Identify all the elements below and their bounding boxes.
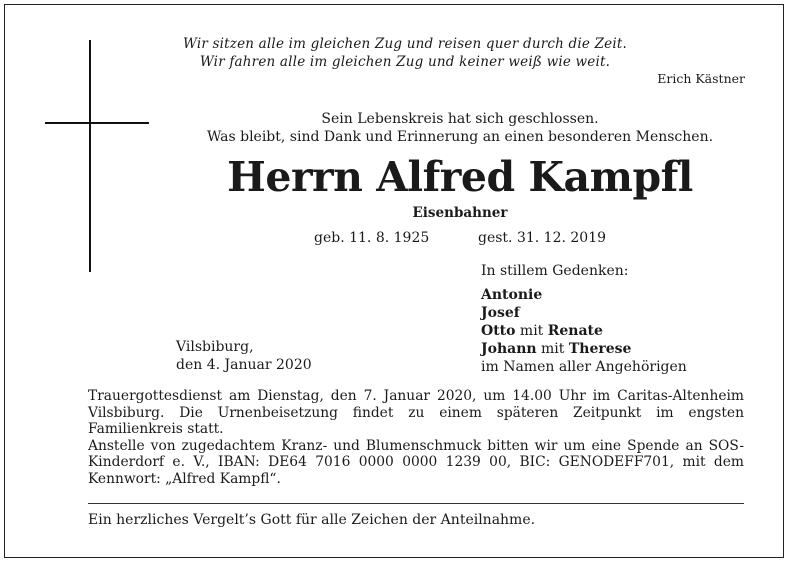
place-date bbox=[176, 338, 312, 374]
mourner-name: Josef bbox=[481, 305, 520, 321]
quote bbox=[150, 36, 660, 71]
birth-date: geb. 11. 8. 1925 bbox=[314, 230, 430, 246]
date: den 4. Januar 2020 bbox=[176, 357, 312, 373]
mourner-name: Otto bbox=[481, 323, 516, 339]
divider bbox=[88, 503, 744, 504]
mourner-name: Johann bbox=[481, 341, 537, 357]
mourner-row bbox=[481, 322, 687, 340]
service-paragraph-1: Trauergottesdienst am Dienstag, den 7. Januar 2020, um 14.00 Uhr im Caritas-Altenheim Vilsbiburg. Die Urnenbeisetzung findet zu einem späteren Zeitpunkt im engsten Familienkreis statt. bbox=[88, 388, 744, 437]
deceased-profession: Eisenbahner bbox=[412, 205, 508, 221]
mourner-connector: mit bbox=[541, 341, 565, 357]
intro-line-1: Sein Lebenskreis hat sich geschlossen. bbox=[321, 111, 599, 127]
thanks-text: Ein herzliches Vergelt’s Gott für alle Zeichen der Anteilnahme. bbox=[88, 512, 536, 528]
mourner-connector: mit bbox=[519, 323, 544, 339]
service-info bbox=[88, 388, 744, 487]
mourner-partner: Renate bbox=[547, 323, 603, 339]
service-paragraph-2: Anstelle von zugedachtem Kranz- und Blumenschmuck bitten wir um eine Spende an SOS-Kinderdorf e. V., IBAN: DE64 7016 0000 0000 1239 00, BIC: GENODEFF701, mit dem Kennwort: „Alfred Kampfl“. bbox=[88, 437, 744, 487]
quote-author: Erich Kästner bbox=[657, 71, 745, 86]
mourners-closing: im Namen aller Angehörigen bbox=[481, 359, 687, 375]
mourner-partner: Therese bbox=[568, 341, 632, 357]
intro-line-2: Was bleibt, sind Dank und Erinnerung an einen besonderen Menschen. bbox=[206, 129, 714, 145]
deceased-name: Herrn Alfred Kampfl bbox=[227, 153, 693, 201]
mourner-row bbox=[481, 340, 687, 358]
intro-text bbox=[150, 110, 770, 146]
quote-line-1: Wir sitzen alle im gleichen Zug und reisen quer durch die Zeit. bbox=[183, 36, 627, 52]
mourner-name: Antonie bbox=[481, 287, 543, 303]
death-date: gest. 31. 12. 2019 bbox=[478, 230, 607, 246]
quote-line-2: Wir fahren alle im gleichen Zug und keiner weiß wie weit. bbox=[199, 53, 611, 70]
mourners-list bbox=[481, 262, 687, 376]
mourner-row bbox=[481, 286, 687, 304]
mourner-row bbox=[481, 304, 687, 322]
mourners-heading: In stillem Gedenken: bbox=[481, 263, 629, 279]
place: Vilsbiburg, bbox=[176, 339, 254, 355]
